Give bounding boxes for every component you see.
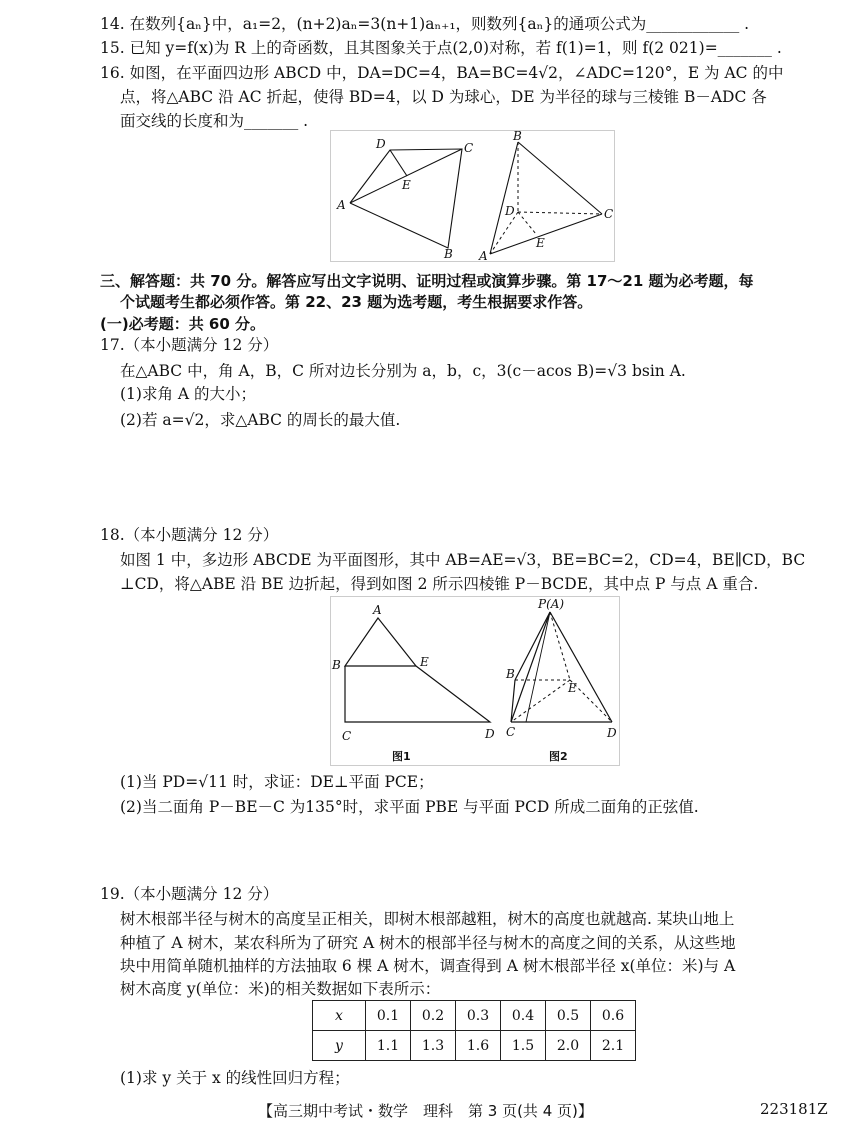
problem-15: 15. 已知 y=f(x)为 R 上的奇函数，且其图象关于点(2,0)对称，若 f(1)=1，则 f(2 021)=_______ .	[100, 39, 782, 57]
problem-18-figure	[330, 596, 620, 766]
table-cell: 0.3	[456, 1001, 501, 1031]
problem-17-head: 17.（本小题满分 12 分）	[100, 336, 279, 354]
problem-16-line2: 点，将△ABC 沿 AC 折起，使得 BD=4，以 D 为球心，DE 为半径的球与三棱锥 B－ADC 各	[120, 88, 767, 106]
problem-19-line2: 种植了 A 树木，某农科所为了研究 A 树木的根部半径与树木的高度之间的关系，从这些地	[120, 934, 736, 952]
f18a-label-e: E	[420, 655, 429, 669]
f16b-label-b: B	[513, 130, 522, 143]
table-cell: 0.4	[501, 1001, 546, 1031]
table-cell: 1.3	[411, 1031, 456, 1061]
table-row-x	[313, 1001, 636, 1031]
f18a-label-b: B	[332, 658, 341, 672]
table-cell: 0.5	[546, 1001, 591, 1031]
f16b-label-d: D	[505, 204, 515, 218]
f18b-label-e: E	[568, 681, 577, 695]
f18b-label-d: D	[607, 726, 617, 740]
f16b-label-e: E	[536, 236, 545, 250]
f18a-label-a: A	[373, 603, 382, 617]
f18a-label-d: D	[485, 727, 495, 741]
page-footer: 【高三期中考试・数学 理科 第 3 页(共 4 页)】	[258, 1102, 593, 1120]
table-header-y: y	[313, 1031, 366, 1061]
paper-code: 223181Z	[760, 1100, 828, 1118]
f16a-label-b: B	[444, 247, 453, 261]
problem-19-line4: 树木高度 y(单位：米)的相关数据如下表所示：	[120, 980, 441, 998]
data-table	[312, 1000, 636, 1061]
problem-17-q2: (2)若 a=√2，求△ABC 的周长的最大值.	[120, 411, 401, 429]
f18a-label-c: C	[342, 729, 352, 743]
section3-line2: 个试题考生都必须作答。第 22、23 题为选考题，考生根据要求作答。	[120, 293, 593, 311]
problem-18-q1: (1)当 PD=√11 时，求证：DE⊥平面 PCE；	[120, 773, 434, 791]
f16b-label-c: C	[604, 207, 614, 221]
table-cell: 2.0	[546, 1031, 591, 1061]
table-cell: 0.6	[591, 1001, 636, 1031]
problem-18-line2: ⊥CD，将△ABE 沿 BE 边折起，得到如图 2 所示四棱锥 P－BCDE，其中点 P 与点 A 重合.	[120, 575, 759, 593]
problem-18-head: 18.（本小题满分 12 分）	[100, 526, 279, 544]
f16a-label-d: D	[376, 137, 386, 151]
fig1-caption: 图1	[392, 750, 411, 763]
problem-16-line3: 面交线的长度和为_______ .	[120, 112, 309, 130]
problem-16-line1: 16. 如图，在平面四边形 ABCD 中，DA=DC=4，BA=BC=4√2，∠ADC=120°，E 为 AC 的中	[100, 64, 784, 82]
problem-19-line1: 树木根部半径与树木的高度呈正相关，即树木根部越粗，树木的高度也就越高. 某块山地上	[120, 910, 735, 928]
table-cell: 1.1	[366, 1031, 411, 1061]
problem-17-stem: 在△ABC 中，角 A，B，C 所对边长分别为 a，b，c，3(c－acos B)=√3 bsin A.	[120, 362, 686, 380]
problem-19-line3: 块中用简单随机抽样的方法抽取 6 棵 A 树木，调查得到 A 树木根部半径 x(单位：米)与 A	[120, 957, 736, 975]
f16b-label-a: A	[479, 249, 488, 262]
table-cell: 1.5	[501, 1031, 546, 1061]
problem-17-q1: (1)求角 A 的大小；	[120, 385, 257, 403]
problem-14: 14. 在数列{aₙ}中，a₁=2，(n+2)aₙ=3(n+1)aₙ₊₁，则数列{aₙ}的通项公式为____________ .	[100, 15, 750, 33]
f16a-label-a: A	[337, 198, 346, 212]
problem-19-head: 19.（本小题满分 12 分）	[100, 885, 279, 903]
table-cell: 2.1	[591, 1031, 636, 1061]
problem-18-line1: 如图 1 中，多边形 ABCDE 为平面图形，其中 AB=AE=√3，BE=BC=2，CD=4，BE∥CD，BC	[120, 551, 806, 569]
f16a-label-e: E	[402, 178, 411, 192]
problem-16-figure	[330, 130, 615, 262]
f18b-label-b: B	[506, 667, 515, 681]
section3-line1: 三、解答题：共 70 分。解答应写出文字说明、证明过程或演算步骤。第 17～21 题为必考题，每	[100, 272, 754, 290]
f16a-label-c: C	[464, 141, 474, 155]
f18b-label-c: C	[506, 725, 516, 739]
table-cell: 1.6	[456, 1031, 501, 1061]
table-cell: 0.1	[366, 1001, 411, 1031]
section3-line3: (一)必考题：共 60 分。	[100, 315, 266, 333]
problem-19-q1: (1)求 y 关于 x 的线性回归方程；	[120, 1069, 350, 1087]
f18b-label-p: P(A)	[538, 597, 565, 611]
fig2-caption: 图2	[549, 750, 568, 763]
table-row-y	[313, 1031, 636, 1061]
table-header-x: x	[313, 1001, 366, 1031]
problem-18-q2: (2)当二面角 P－BE－C 为135°时，求平面 PBE 与平面 PCD 所成二面角的正弦值.	[120, 798, 699, 816]
table-cell: 0.2	[411, 1001, 456, 1031]
